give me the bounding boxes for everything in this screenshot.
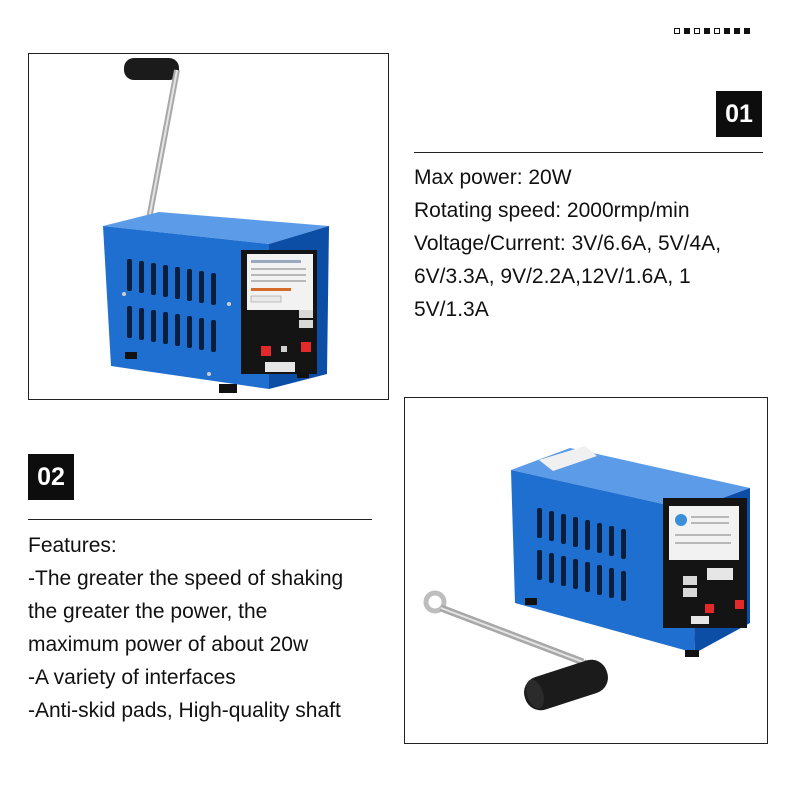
spec-line: 5V/1.3A	[414, 298, 489, 321]
specifications-text	[414, 161, 784, 326]
product-photo-side	[404, 397, 768, 744]
spec-line: Voltage/Current: 3V/6.6A, 5V/4A,	[414, 232, 722, 255]
dot-marker	[694, 28, 700, 34]
section-number-badge: 01	[716, 91, 762, 137]
dot-marker	[734, 28, 740, 34]
feature-line: -A variety of interfaces	[28, 666, 236, 689]
spec-line: Rotating speed: 2000rmp/min	[414, 199, 690, 222]
dot-marker	[714, 28, 720, 34]
dot-marker	[744, 28, 750, 34]
dot-marker	[704, 28, 710, 34]
product-photo-front	[28, 53, 389, 400]
dot-marker	[674, 28, 680, 34]
section-divider	[414, 152, 763, 153]
features-text	[28, 529, 398, 727]
spec-line: 6V/3.3A, 9V/2.2A,12V/1.6A, 1	[414, 265, 691, 288]
spec-line: Max power: 20W	[414, 166, 572, 189]
dot-marker	[724, 28, 730, 34]
feature-line: -Anti-skid pads, High-quality shaft	[28, 699, 341, 722]
dot-marker	[684, 28, 690, 34]
feature-line: the greater the power, the	[28, 600, 268, 623]
feature-line: maximum power of about 20w	[28, 633, 309, 656]
section-divider	[28, 519, 372, 520]
decorative-dot-strip	[674, 28, 750, 34]
feature-line: Features:	[28, 534, 117, 557]
feature-line: -The greater the speed of shaking	[28, 567, 344, 590]
section-number-badge: 02	[28, 454, 74, 500]
